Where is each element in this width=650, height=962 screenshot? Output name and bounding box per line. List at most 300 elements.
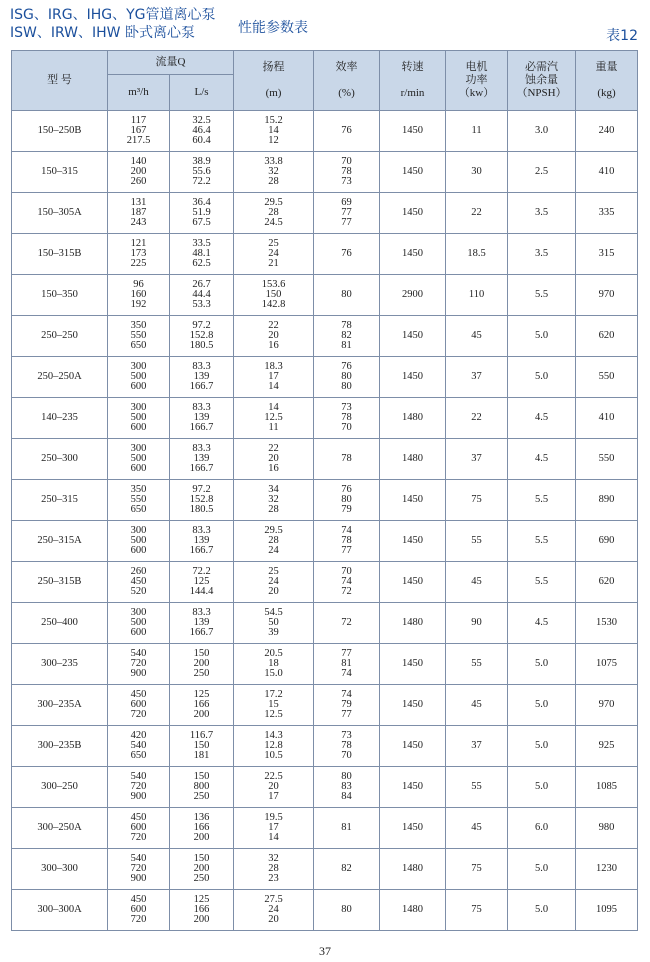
head-cell-value: 142.8 xyxy=(261,299,286,310)
efficiency-cell-value: 76 xyxy=(341,248,352,259)
head-cell xyxy=(234,890,314,931)
flow-m3h-cell-value: 600 xyxy=(130,422,147,433)
flow-ls-cell xyxy=(170,767,234,808)
head-cell-value: 32 xyxy=(268,166,279,177)
flow-m3h-cell-value: 187 xyxy=(130,207,147,218)
flow-ls-cell-value: 166.7 xyxy=(189,422,214,433)
npsh-cell: 4.5 xyxy=(508,398,576,439)
flow-m3h-cell-value: 300 xyxy=(130,607,147,618)
flow-m3h-cell-value: 300 xyxy=(130,443,147,454)
head-cell xyxy=(234,685,314,726)
efficiency-cell xyxy=(314,357,380,398)
efficiency-cell-value: 77 xyxy=(341,207,352,218)
efficiency-cell-value: 84 xyxy=(341,791,352,802)
head-cell-value: 34 xyxy=(268,484,279,495)
head-cell-value: 39 xyxy=(268,627,279,638)
speed-cell: 1450 xyxy=(380,111,446,152)
flow-ls-cell-value: 152.8 xyxy=(189,494,214,505)
speed-cell: 1480 xyxy=(380,849,446,890)
motor-power-cell: 45 xyxy=(446,808,508,849)
flow-m3h-cell-value: 450 xyxy=(130,576,147,587)
flow-m3h-cell-value: 650 xyxy=(130,340,147,351)
motor-power-cell: 45 xyxy=(446,562,508,603)
efficiency-cell-value: 78 xyxy=(341,320,352,331)
speed-cell: 1450 xyxy=(380,521,446,562)
efficiency-cell xyxy=(314,849,380,890)
efficiency-cell-value: 78 xyxy=(341,740,352,751)
speed-cell: 1480 xyxy=(380,439,446,480)
head-cell-value: 17 xyxy=(268,371,279,382)
speed-cell: 1480 xyxy=(380,890,446,931)
head-cell-value: 32 xyxy=(268,853,279,864)
head-cell-value: 24 xyxy=(268,545,279,556)
head-cell-value: 12 xyxy=(268,135,279,146)
flow-ls-cell-value: 72.2 xyxy=(192,176,211,187)
head-cell xyxy=(234,726,314,767)
model-cell: 300–300A xyxy=(12,890,108,931)
head-cell xyxy=(234,644,314,685)
npsh-cell: 6.0 xyxy=(508,808,576,849)
flow-ls-cell-value: 250 xyxy=(193,791,210,802)
npsh-cell: 3.0 xyxy=(508,111,576,152)
head-cell-value: 14 xyxy=(268,125,279,136)
flow-ls-cell xyxy=(170,726,234,767)
weight-cell: 970 xyxy=(576,275,638,316)
header-flow-m3h: m³/h xyxy=(108,75,170,111)
motor-power-cell: 37 xyxy=(446,357,508,398)
speed-cell: 1480 xyxy=(380,603,446,644)
head-cell-value: 20 xyxy=(268,453,279,464)
head-cell xyxy=(234,111,314,152)
flow-m3h-cell-value: 900 xyxy=(130,668,147,679)
npsh-cell: 5.5 xyxy=(508,521,576,562)
head-cell-value: 15.2 xyxy=(264,115,283,126)
head-cell-value: 25 xyxy=(268,238,279,249)
weight-cell: 410 xyxy=(576,152,638,193)
table-row xyxy=(12,234,638,275)
flow-ls-cell-value: 67.5 xyxy=(192,217,211,228)
head-cell xyxy=(234,275,314,316)
npsh-cell: 4.5 xyxy=(508,439,576,480)
npsh-cell: 5.5 xyxy=(508,275,576,316)
flow-ls-cell-value: 181 xyxy=(193,750,210,761)
efficiency-cell xyxy=(314,890,380,931)
efficiency-cell xyxy=(314,316,380,357)
flow-ls-cell xyxy=(170,275,234,316)
flow-ls-cell-value: 26.7 xyxy=(192,279,211,290)
efficiency-cell xyxy=(314,562,380,603)
efficiency-cell-value: 74 xyxy=(341,525,352,536)
head-cell-value: 18 xyxy=(268,658,279,669)
efficiency-cell-value: 73 xyxy=(341,730,352,741)
header-head xyxy=(234,51,314,111)
motor-power-cell: 18.5 xyxy=(446,234,508,275)
flow-ls-cell xyxy=(170,521,234,562)
flow-m3h-cell-value: 600 xyxy=(130,545,147,556)
head-cell-value: 29.5 xyxy=(264,525,283,536)
flow-ls-cell-value: 83.3 xyxy=(192,361,211,372)
flow-m3h-cell-value: 500 xyxy=(130,453,147,464)
header-npsh: 必需汽 蚀余量 （NPSH） xyxy=(508,51,576,111)
efficiency-cell xyxy=(314,767,380,808)
flow-ls-cell-value: 200 xyxy=(193,658,210,669)
efficiency-cell-value: 80 xyxy=(341,371,352,382)
table-number: 表12 xyxy=(606,28,638,44)
flow-m3h-cell xyxy=(108,316,170,357)
efficiency-cell xyxy=(314,275,380,316)
efficiency-cell-value: 83 xyxy=(341,781,352,792)
motor-power-cell: 11 xyxy=(446,111,508,152)
flow-m3h-cell-value: 450 xyxy=(130,894,147,905)
model-cell: 300–235A xyxy=(12,685,108,726)
efficiency-cell-value: 76 xyxy=(341,125,352,136)
flow-ls-cell-value: 250 xyxy=(193,668,210,679)
efficiency-cell-value: 69 xyxy=(341,197,352,208)
flow-ls-cell-value: 125 xyxy=(193,894,210,905)
model-cell: 300–250A xyxy=(12,808,108,849)
speed-cell: 1450 xyxy=(380,152,446,193)
head-cell-value: 11 xyxy=(268,422,279,433)
flow-m3h-cell-value: 500 xyxy=(130,617,147,628)
table-row xyxy=(12,644,638,685)
head-cell-value: 32 xyxy=(268,494,279,505)
head-cell-value: 14.3 xyxy=(264,730,283,741)
header-weight-label: 重量 xyxy=(595,61,618,73)
head-cell xyxy=(234,808,314,849)
flow-ls-cell-value: 180.5 xyxy=(189,340,214,351)
weight-cell: 980 xyxy=(576,808,638,849)
motor-power-cell: 45 xyxy=(446,316,508,357)
flow-m3h-cell-value: 600 xyxy=(130,463,147,474)
header-speed-label: 转速 xyxy=(401,61,424,73)
flow-ls-cell-value: 116.7 xyxy=(189,730,214,741)
flow-m3h-cell-value: 500 xyxy=(130,412,147,423)
head-cell-value: 14 xyxy=(268,832,279,843)
flow-m3h-cell xyxy=(108,521,170,562)
table-row xyxy=(12,275,638,316)
flow-m3h-cell xyxy=(108,111,170,152)
speed-cell: 1450 xyxy=(380,193,446,234)
header-speed-unit: r/min xyxy=(400,87,425,99)
efficiency-cell xyxy=(314,480,380,521)
weight-cell: 315 xyxy=(576,234,638,275)
flow-m3h-cell-value: 260 xyxy=(130,566,147,577)
flow-ls-cell-value: 166.7 xyxy=(189,463,214,474)
header-weight xyxy=(576,51,638,111)
head-cell-value: 17 xyxy=(268,822,279,833)
weight-cell: 1530 xyxy=(576,603,638,644)
flow-ls-cell xyxy=(170,644,234,685)
flow-m3h-cell xyxy=(108,726,170,767)
flow-m3h-cell-value: 720 xyxy=(130,914,147,925)
efficiency-cell-value: 79 xyxy=(341,504,352,515)
head-cell xyxy=(234,767,314,808)
head-cell-value: 16 xyxy=(268,340,279,351)
flow-m3h-cell-value: 300 xyxy=(130,525,147,536)
flow-ls-cell-value: 150 xyxy=(193,648,210,659)
head-cell xyxy=(234,316,314,357)
flow-ls-cell xyxy=(170,685,234,726)
npsh-cell: 3.5 xyxy=(508,193,576,234)
npsh-cell: 5.0 xyxy=(508,644,576,685)
efficiency-cell-value: 73 xyxy=(341,176,352,187)
efficiency-cell-value: 70 xyxy=(341,422,352,433)
head-cell xyxy=(234,603,314,644)
flow-ls-cell-value: 125 xyxy=(193,689,210,700)
flow-m3h-cell-value: 600 xyxy=(130,904,147,915)
head-cell-value: 20 xyxy=(268,914,279,925)
flow-ls-cell xyxy=(170,480,234,521)
weight-cell: 970 xyxy=(576,685,638,726)
header-flow: 流量Q xyxy=(108,51,234,75)
model-cell: 300–250 xyxy=(12,767,108,808)
flow-m3h-cell xyxy=(108,767,170,808)
head-cell-value: 29.5 xyxy=(264,197,283,208)
flow-ls-cell xyxy=(170,439,234,480)
flow-ls-cell-value: 139 xyxy=(193,617,210,628)
header-head-label: 扬程 xyxy=(262,61,285,73)
speed-cell: 1450 xyxy=(380,316,446,357)
flow-m3h-cell xyxy=(108,357,170,398)
efficiency-cell-value: 72 xyxy=(341,617,352,628)
flow-m3h-cell-value: 300 xyxy=(130,361,147,372)
table-row xyxy=(12,111,638,152)
flow-ls-cell xyxy=(170,316,234,357)
head-cell xyxy=(234,357,314,398)
flow-ls-cell-value: 139 xyxy=(193,412,210,423)
efficiency-cell xyxy=(314,111,380,152)
performance-table xyxy=(11,50,638,931)
speed-cell: 2900 xyxy=(380,275,446,316)
head-cell-value: 10.5 xyxy=(264,750,283,761)
flow-ls-cell-value: 48.1 xyxy=(192,248,211,259)
head-cell-value: 28 xyxy=(268,207,279,218)
table-row xyxy=(12,726,638,767)
model-cell: 250–315 xyxy=(12,480,108,521)
motor-power-cell: 75 xyxy=(446,480,508,521)
flow-m3h-cell-value: 500 xyxy=(130,371,147,382)
motor-power-cell: 30 xyxy=(446,152,508,193)
efficiency-cell xyxy=(314,152,380,193)
head-cell-value: 22 xyxy=(268,320,279,331)
flow-ls-cell-value: 139 xyxy=(193,453,210,464)
flow-m3h-cell-value: 540 xyxy=(130,853,147,864)
speed-cell: 1450 xyxy=(380,480,446,521)
model-cell: 150–305A xyxy=(12,193,108,234)
flow-m3h-cell-value: 450 xyxy=(130,812,147,823)
head-cell xyxy=(234,562,314,603)
flow-ls-cell-value: 33.5 xyxy=(192,238,211,249)
head-cell-value: 23 xyxy=(268,873,279,884)
flow-ls-cell-value: 83.3 xyxy=(192,525,211,536)
speed-cell: 1450 xyxy=(380,808,446,849)
head-cell-value: 20 xyxy=(268,330,279,341)
efficiency-cell-value: 81 xyxy=(341,658,352,669)
flow-m3h-cell-value: 540 xyxy=(130,771,147,782)
flow-ls-cell-value: 38.9 xyxy=(192,156,211,167)
npsh-cell: 5.0 xyxy=(508,890,576,931)
flow-m3h-cell xyxy=(108,890,170,931)
model-cell: 140–235 xyxy=(12,398,108,439)
flow-m3h-cell xyxy=(108,808,170,849)
table-row xyxy=(12,439,638,480)
flow-ls-cell-value: 150 xyxy=(193,771,210,782)
head-cell xyxy=(234,234,314,275)
model-cell: 300–300 xyxy=(12,849,108,890)
flow-ls-cell-value: 200 xyxy=(193,914,210,925)
flow-m3h-cell-value: 173 xyxy=(130,248,147,259)
npsh-cell: 5.0 xyxy=(508,685,576,726)
head-cell-value: 25 xyxy=(268,566,279,577)
flow-m3h-cell-value: 540 xyxy=(130,740,147,751)
table-row xyxy=(12,767,638,808)
head-cell-value: 150 xyxy=(265,289,282,300)
efficiency-cell-value: 76 xyxy=(341,484,352,495)
flow-ls-cell-value: 200 xyxy=(193,709,210,720)
head-cell-value: 28 xyxy=(268,535,279,546)
flow-m3h-cell xyxy=(108,849,170,890)
model-cell: 150–315 xyxy=(12,152,108,193)
table-row xyxy=(12,849,638,890)
flow-m3h-cell-value: 720 xyxy=(130,863,147,874)
head-cell-value: 50 xyxy=(268,617,279,628)
efficiency-cell-value: 78 xyxy=(341,166,352,177)
flow-m3h-cell-value: 96 xyxy=(133,279,144,290)
head-cell-value: 28 xyxy=(268,504,279,515)
flow-ls-cell xyxy=(170,234,234,275)
flow-ls-cell xyxy=(170,152,234,193)
efficiency-cell-value: 70 xyxy=(341,750,352,761)
head-cell-value: 28 xyxy=(268,863,279,874)
motor-power-cell: 55 xyxy=(446,521,508,562)
flow-ls-cell-value: 166 xyxy=(193,699,210,710)
weight-cell: 925 xyxy=(576,726,638,767)
efficiency-cell xyxy=(314,439,380,480)
head-cell-value: 20.5 xyxy=(264,648,283,659)
table-row xyxy=(12,480,638,521)
flow-ls-cell-value: 166 xyxy=(193,904,210,915)
head-cell-value: 18.3 xyxy=(264,361,283,372)
flow-ls-cell xyxy=(170,890,234,931)
head-cell xyxy=(234,193,314,234)
flow-m3h-cell-value: 200 xyxy=(130,166,147,177)
page-number: 37 xyxy=(319,944,331,958)
efficiency-cell-value: 80 xyxy=(341,381,352,392)
motor-power-cell: 75 xyxy=(446,849,508,890)
efficiency-cell-value: 78 xyxy=(341,453,352,464)
npsh-cell: 5.0 xyxy=(508,726,576,767)
weight-cell: 620 xyxy=(576,562,638,603)
flow-m3h-cell xyxy=(108,234,170,275)
flow-ls-cell-value: 55.6 xyxy=(192,166,211,177)
flow-ls-cell-value: 150 xyxy=(193,740,210,751)
npsh-cell: 5.0 xyxy=(508,357,576,398)
model-cell: 150–315B xyxy=(12,234,108,275)
flow-ls-cell-value: 83.3 xyxy=(192,402,211,413)
weight-cell: 890 xyxy=(576,480,638,521)
header-flow-ls: L/s xyxy=(170,75,234,111)
npsh-cell: 5.5 xyxy=(508,480,576,521)
npsh-cell: 4.5 xyxy=(508,603,576,644)
head-cell-value: 15 xyxy=(268,699,279,710)
flow-ls-cell xyxy=(170,357,234,398)
flow-m3h-cell-value: 225 xyxy=(130,258,147,269)
table-row xyxy=(12,808,638,849)
flow-m3h-cell-value: 243 xyxy=(130,217,147,228)
flow-m3h-cell-value: 500 xyxy=(130,535,147,546)
flow-m3h-cell-value: 520 xyxy=(130,586,147,597)
speed-cell: 1450 xyxy=(380,767,446,808)
header-head-unit: (m) xyxy=(265,87,282,99)
flow-m3h-cell xyxy=(108,644,170,685)
header-efficiency-unit: (%) xyxy=(338,87,355,99)
weight-cell: 690 xyxy=(576,521,638,562)
weight-cell: 1075 xyxy=(576,644,638,685)
flow-m3h-cell-value: 550 xyxy=(130,494,147,505)
flow-m3h-cell xyxy=(108,439,170,480)
flow-m3h-cell-value: 300 xyxy=(130,402,147,413)
flow-m3h-cell xyxy=(108,562,170,603)
header-motor-power: 电机 功率 （kw） xyxy=(446,51,508,111)
npsh-cell: 5.0 xyxy=(508,767,576,808)
efficiency-cell-value: 81 xyxy=(341,822,352,833)
head-cell-value: 14 xyxy=(268,402,279,413)
header-weight-unit: (kg) xyxy=(597,87,616,99)
npsh-cell: 5.0 xyxy=(508,849,576,890)
head-cell-value: 153.6 xyxy=(261,279,286,290)
weight-cell: 1085 xyxy=(576,767,638,808)
efficiency-cell xyxy=(314,398,380,439)
flow-ls-cell-value: 136 xyxy=(193,812,210,823)
flow-ls-cell xyxy=(170,193,234,234)
flow-m3h-cell xyxy=(108,152,170,193)
npsh-cell: 3.5 xyxy=(508,234,576,275)
efficiency-cell xyxy=(314,726,380,767)
flow-m3h-cell xyxy=(108,193,170,234)
flow-ls-cell-value: 53.3 xyxy=(192,299,211,310)
efficiency-cell-value: 70 xyxy=(341,156,352,167)
head-cell xyxy=(234,521,314,562)
flow-ls-cell-value: 125 xyxy=(193,576,210,587)
efficiency-cell xyxy=(314,644,380,685)
efficiency-cell-value: 74 xyxy=(341,576,352,587)
flow-ls-cell-value: 139 xyxy=(193,535,210,546)
flow-ls-cell-value: 166.7 xyxy=(189,627,214,638)
speed-cell: 1450 xyxy=(380,234,446,275)
head-cell-value: 21 xyxy=(268,258,279,269)
model-cell: 300–235B xyxy=(12,726,108,767)
weight-cell: 1230 xyxy=(576,849,638,890)
efficiency-cell xyxy=(314,808,380,849)
weight-cell: 240 xyxy=(576,111,638,152)
efficiency-cell xyxy=(314,603,380,644)
weight-cell: 550 xyxy=(576,357,638,398)
flow-m3h-cell-value: 720 xyxy=(130,658,147,669)
head-cell-value: 15.0 xyxy=(264,668,283,679)
flow-m3h-cell-value: 117 xyxy=(130,115,147,126)
efficiency-cell-value: 77 xyxy=(341,545,352,556)
weight-cell: 620 xyxy=(576,316,638,357)
header-subtitle: 性能参数表 xyxy=(238,20,308,36)
speed-cell: 1480 xyxy=(380,398,446,439)
head-cell-value: 22 xyxy=(268,443,279,454)
flow-m3h-cell xyxy=(108,603,170,644)
head-cell-value: 24 xyxy=(268,248,279,259)
flow-ls-cell-value: 166.7 xyxy=(189,545,214,556)
weight-cell: 410 xyxy=(576,398,638,439)
flow-m3h-cell-value: 600 xyxy=(130,627,147,638)
efficiency-cell-value: 79 xyxy=(341,699,352,710)
